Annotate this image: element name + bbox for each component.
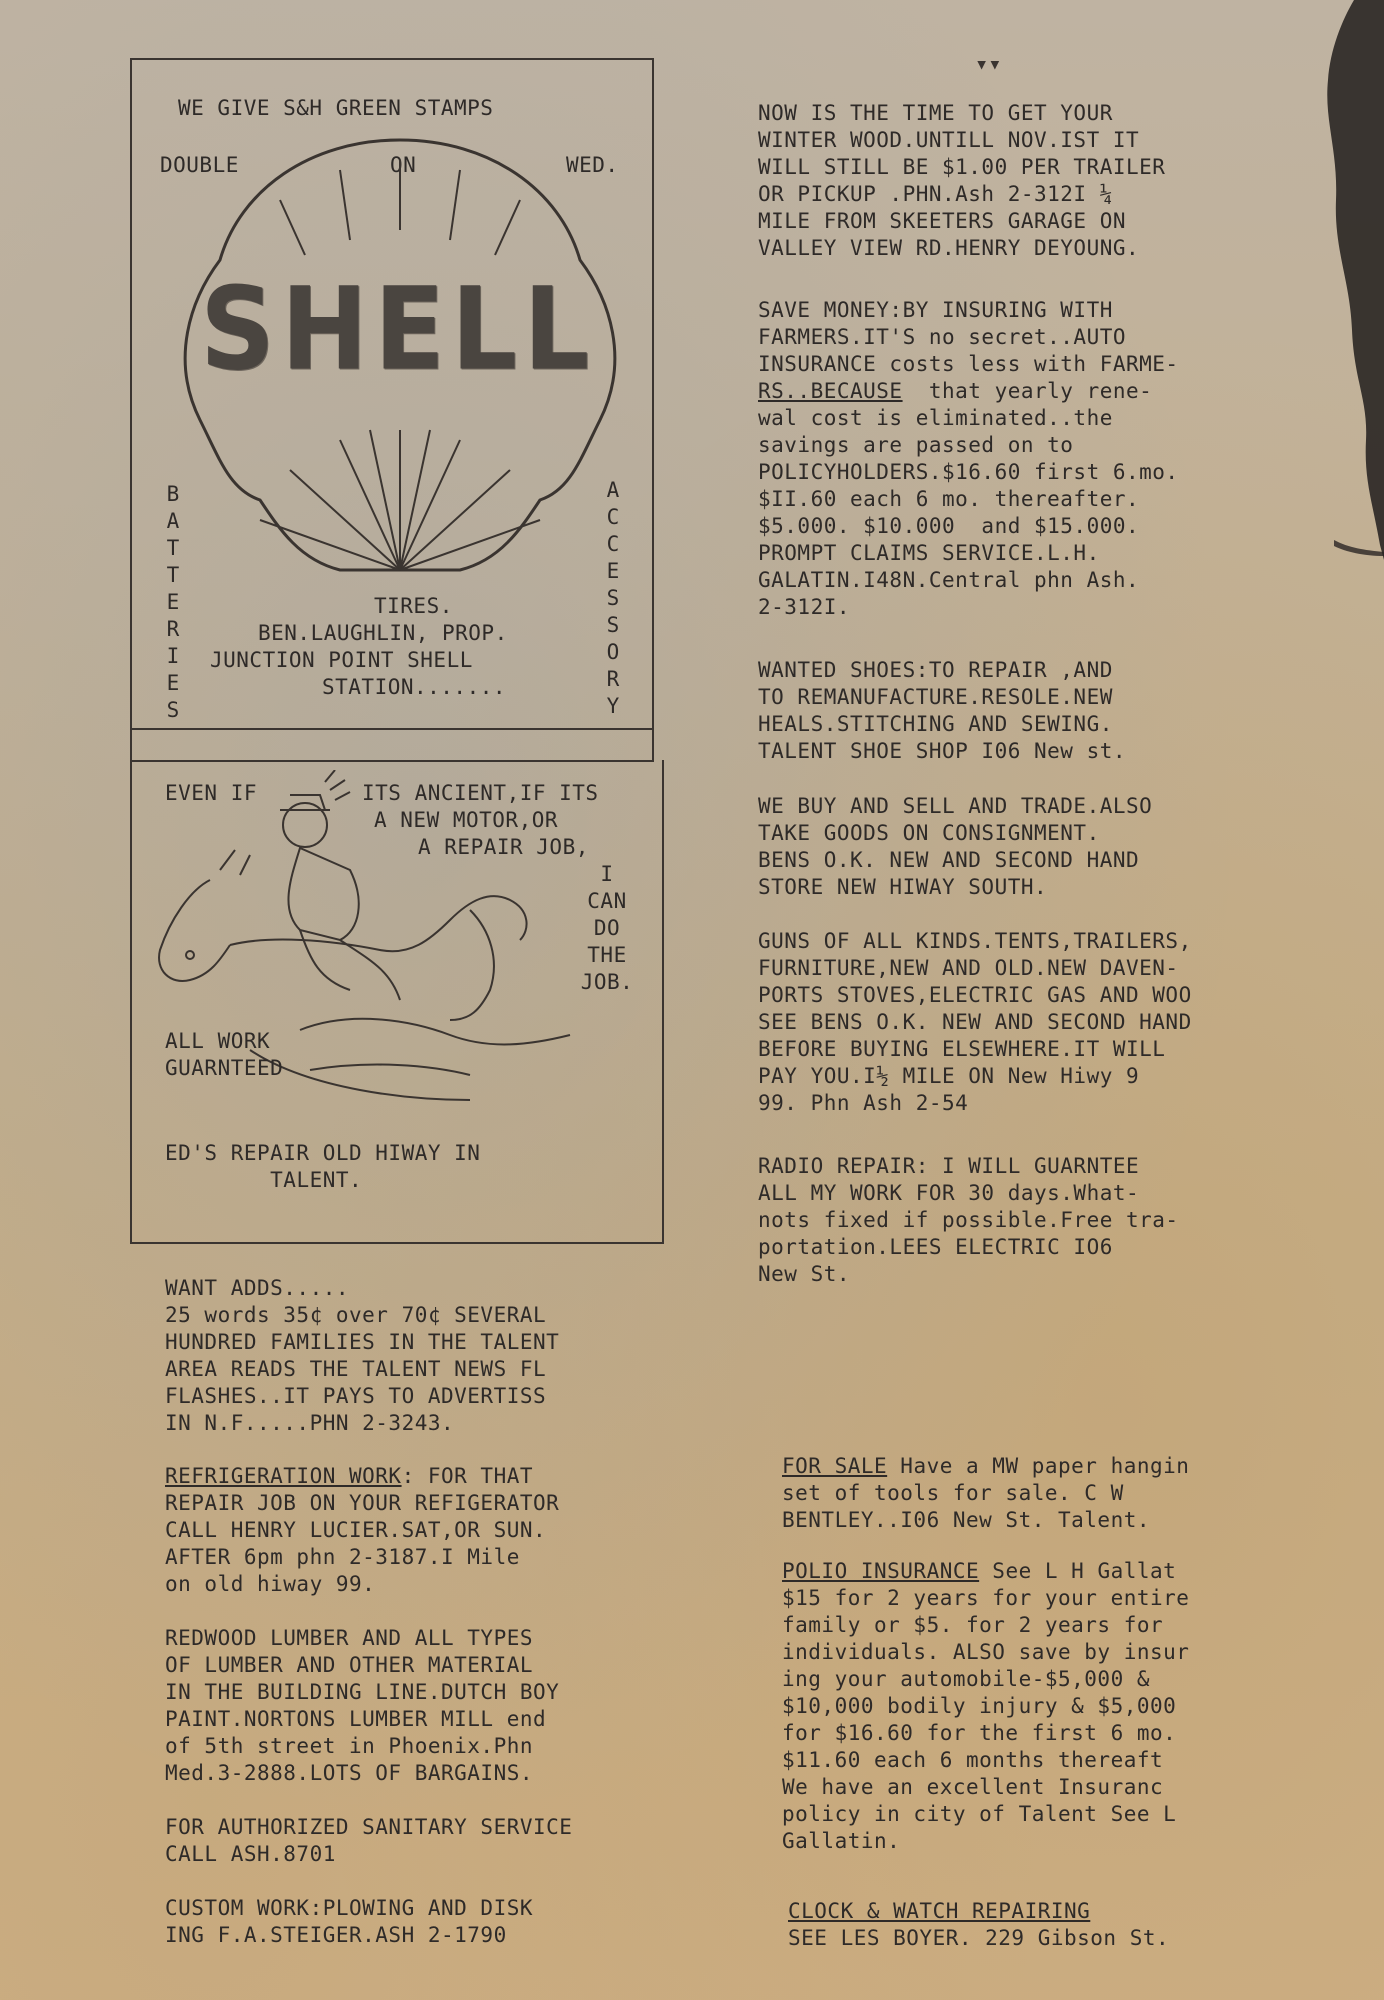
for-sale-ad xyxy=(782,1453,1189,1534)
shell-tires-text: TIRES. xyxy=(374,594,453,618)
ink-stain xyxy=(1294,0,1384,560)
shell-station-line2: STATION....... xyxy=(322,675,507,699)
insurance-body: that yearly rene- wal cost is eliminated..the savings are passed on to POLICYHOLDERS.$16.60 first 6.mo. $II.60 each 6 mo. thereafter. $5.000. $10.000 and $15.000. PROMPT CLAIMS SERVICE.L.H. GALATIN.I48N.Central phn Ash. 2-312I. xyxy=(758,379,1179,619)
clock-repair-heading: CLOCK & WATCH REPAIRING xyxy=(788,1899,1091,1923)
insurance-because: RS..BECAUSE xyxy=(758,379,903,403)
custom-work-ad: CUSTOM WORK:PLOWING AND DISK ING F.A.STEIGER.ASH 2-1790 xyxy=(165,1896,534,1947)
buy-sell-ad: WE BUY AND SELL AND TRADE.ALSO TAKE GOODS ON CONSIGNMENT. BENS O.K. NEW AND SECOND HAND STORE NEW HIWAY SOUTH. xyxy=(758,794,1153,899)
polio-body: See L H Gallat $15 for 2 years for your entire family or $5. for 2 years for individuals. ALSO save by insur ing your automobile-$5,000 & $10,000 bodily injury & $5,000 for $16.60 for the first 6 mo. $11.60 each 6 months thereaft We have an excellent Insuranc policy in city of Talent See L Gallatin. xyxy=(782,1559,1190,1853)
repair-can-do: I CAN DO THE JOB. xyxy=(580,862,634,994)
for-sale-body: Have a MW paper hangin set of tools for sale. C W BENTLEY..I06 New St. Talent. xyxy=(782,1454,1190,1532)
shell-ad-divider xyxy=(130,726,654,762)
polio-heading: POLIO INSURANCE xyxy=(782,1559,980,1583)
sanitary-service-ad: FOR AUTHORIZED SANITARY SERVICE CALL ASH.8701 xyxy=(165,1815,573,1866)
shell-accessory-vertical xyxy=(600,478,625,721)
repair-even-if: EVEN IF xyxy=(165,781,258,805)
want-adds-title: WANT ADDS..... xyxy=(165,1276,350,1300)
shell-batteries-vertical xyxy=(160,482,185,725)
shell-double-text: DOUBLE xyxy=(160,153,239,177)
polio-insurance-ad xyxy=(782,1558,1189,1855)
repair-all-work: ALL WORK GUARNTEED xyxy=(165,1029,284,1080)
repair-footer: ED'S REPAIR OLD HIWAY IN TALENT. xyxy=(165,1141,481,1192)
insurance-intro: SAVE MONEY:BY INSURING WITH FARMERS.IT'S no secret..AUTO INSURANCE costs less with FARME- xyxy=(758,298,1179,376)
refrigeration-heading: REFRIGERATION WORK xyxy=(165,1464,402,1488)
repair-ancient-line2: A NEW MOTOR,OR xyxy=(374,808,559,832)
clock-repair-body: SEE LES BOYER. 229 Gibson St. xyxy=(788,1926,1170,1950)
redwood-lumber-ad: REDWOOD LUMBER AND ALL TYPES OF LUMBER AND OTHER MATERIAL IN THE BUILDING LINE.DUTCH BOY PAINT.NORTONS LUMBER MILL end of 5th street in Phoenix.Phn Med.3-2888.LOTS OF BARGAINS. xyxy=(165,1626,560,1785)
shell-station-line1: JUNCTION POINT SHELL xyxy=(210,648,473,672)
shoe-repair-ad: WANTED SHOES:TO REPAIR ,AND TO REMANUFACTURE.RESOLE.NEW HEALS.STITCHING AND SEWING. TALENT SHOE SHOP I06 New st. xyxy=(758,658,1127,763)
shell-stamps-text: WE GIVE S&H GREEN STAMPS xyxy=(178,96,494,120)
punch-mark: ▾▾ xyxy=(975,52,1002,77)
guns-ad: GUNS OF ALL KINDS.TENTS,TRAILERS, FURNITURE,NEW AND OLD.NEW DAVEN- PORTS STOVES,ELECTRIC GAS AND WOO SEE BENS O.K. NEW AND SECOND HAND BEFORE BUYING ELSEWHERE.IT WILL PAY YOU.I½ MILE ON New Hiwy 9 99. Phn Ash 2-54 xyxy=(758,929,1192,1115)
shell-owner-text: BEN.LAUGHLIN, PROP. xyxy=(258,621,508,645)
repair-ancient-line1: ITS ANCIENT,IF ITS xyxy=(362,781,599,805)
farmers-insurance-ad xyxy=(758,297,1179,621)
shell-on-text: ON xyxy=(390,153,417,177)
for-sale-heading: FOR SALE xyxy=(782,1454,888,1478)
vertical-text: ACCESSORY xyxy=(601,478,625,721)
vertical-text: BATTERIES xyxy=(161,482,185,725)
winter-wood-ad: NOW IS THE TIME TO GET YOUR WINTER WOOD.UNTILL NOV.IST IT WILL STILL BE $1.00 PER TRAILER OR PICKUP .PHN.Ash 2-312I ¼ MILE FROM SKEETERS GARAGE ON VALLEY VIEW RD.HENRY DEYOUNG. xyxy=(758,101,1166,260)
repair-ancient-line3: A REPAIR JOB, xyxy=(418,835,589,859)
shell-logo-text: SHELL xyxy=(200,261,596,397)
shell-wed-text: WED. xyxy=(566,153,619,177)
radio-repair-ad: RADIO REPAIR: I WILL GUARNTEE ALL MY WORK FOR 30 days.What- nots fixed if possible.Free tra- portation.LEES ELECTRIC IO6 New St. xyxy=(758,1154,1179,1286)
refrigeration-ad xyxy=(165,1463,559,1598)
refrigeration-body: : FOR THAT REPAIR JOB ON YOUR REFIGERATOR CALL HENRY LUCIER.SAT,OR SUN. AFTER 6pm phn 2-3187.I Mile on old hiway 99. xyxy=(165,1464,560,1596)
want-adds-body: 25 words 35¢ over 70¢ SEVERAL HUNDRED FAMILIES IN THE TALENT AREA READS THE TALENT NEWS FL FLASHES..IT PAYS TO ADVERTISS IN N.F.....PHN 2-3243. xyxy=(165,1303,560,1435)
